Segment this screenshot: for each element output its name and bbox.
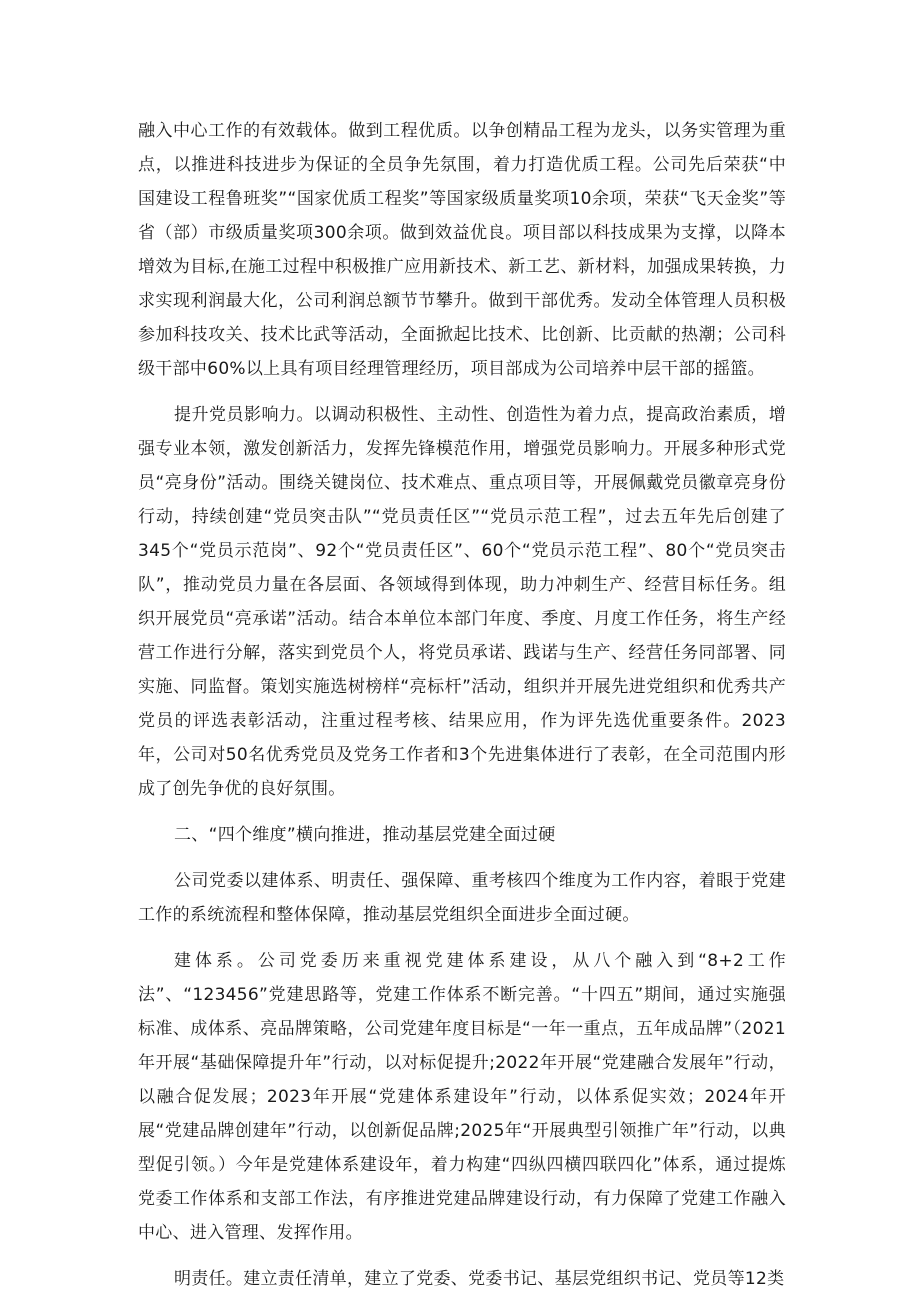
section-heading: 二、“四个维度”横向推进，推动基层党建全面过硬 xyxy=(174,825,556,845)
document-body xyxy=(138,114,786,1308)
paragraph-build-system: 建体系。公司党委历来重视党建体系建设，从八个融入到“8+2工作法”、“123456”党建思路等，党建工作体系不断完善。“十四五”期间，通过实施强标准、成体系、亮品牌策略，公司党建年度目标是“一年一重点，五年成品牌”（2021年开展“基础保障提升年”行动，以对标促提升;2022年开展“党建融合发展年”行动，以融合促发展；2023年开展“党建体系建设年”行动，以体系促实效；2024年开展“党建品牌创建年”行动，以创新促品牌;2025年“开展典型引领推广年”行动，以典型促引领。）今年是党建体系建设年，着力构建“四纵四横四联四化”体系，通过提炼党委工作体系和支部工作法，有序推进党建品牌建设行动，有力保障了党建工作融入中心、进入管理、发挥作用。 xyxy=(138,951,786,1243)
paragraph-four-dimensions: 公司党委以建体系、明责任、强保障、重考核四个维度为工作内容，着眼于党建工作的系统流程和整体保障，推动基层党组织全面进步全面过硬。 xyxy=(138,871,786,925)
paragraph-party-member-influence: 提升党员影响力。以调动积极性、主动性、创造性为着力点，提高政治素质，增强专业本领，激发创新活力，发挥先锋模范作用，增强党员影响力。开展多种形式党员“亮身份”活动。围绕关键岗位、技术难点、重点项目等，开展佩戴党员徽章亮身份行动，持续创建“党员突击队”“党员责任区”“党员示范工程”，过去五年先后创建了345个“党员示范岗”、92个“党员责任区”、60个“党员示范工程”、80个“党员突击队”，推动党员力量在各层面、各领域得到体现，助力冲刺生产、经营目标任务。组织开展党员“亮承诺”活动。结合本单位本部门年度、季度、月度工作任务，将生产经营工作进行分解，落实到党员个人，将党员承诺、践诺与生产、经营任务同部署、同实施、同监督。策划实施选树榜样“亮标杆”活动，组织并开展先进党组织和优秀共产党员的评选表彰活动，注重过程考核、结果应用，作为评先选优重要条件。2023年，公司对50名优秀党员及党务工作者和3个先进集体进行了表彰，在全司范围内形成了创先争优的良好氛围。 xyxy=(138,405,786,799)
paragraph-clarify-responsibility: 明责任。建立责任清单，建立了党委、党委书记、基层党组织书记、党员等12类 xyxy=(174,1269,785,1289)
paragraph-continuation: 融入中心工作的有效载体。做到工程优质。以争创精品工程为龙头，以务实管理为重点，以推进科技进步为保证的全员争先氛围，着力打造优质工程。公司先后荣获“中国建设工程鲁班奖”“国家优质工程奖”等国家级质量奖项10余项，荣获“飞天金奖”等省（部）市级质量奖项300余项。做到效益优良。项目部以科技成果为支撑，以降本增效为目标,在施工过程中积极推广应用新技术、新工艺、新材料，加强成果转换，力求实现利润最大化，公司利润总额节节攀升。做到干部优秀。发动全体管理人员积极参加科技攻关、技术比武等活动，全面掀起比技术、比创新、比贡献的热潮；公司科级干部中60%以上具有项目经理管理经历，项目部成为公司培养中层干部的摇篮。 xyxy=(138,121,786,379)
